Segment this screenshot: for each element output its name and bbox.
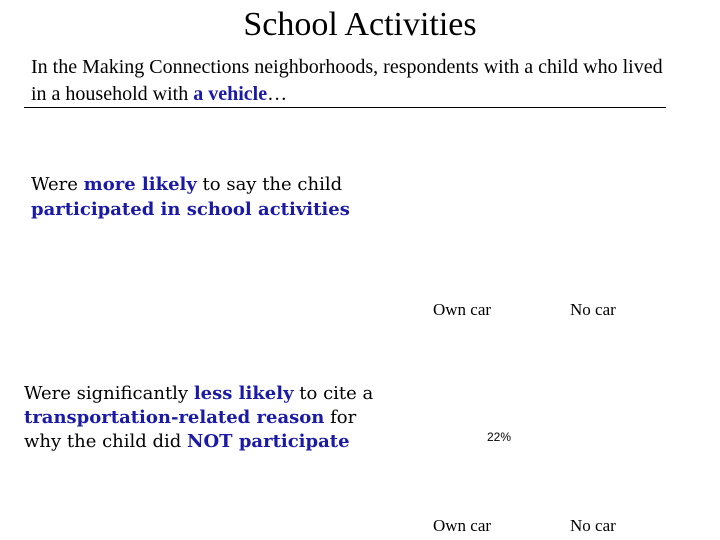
text: to cite a xyxy=(293,383,374,404)
intro-suffix: … xyxy=(267,83,288,105)
text: for why the child did xyxy=(24,407,357,452)
highlight: less likely xyxy=(193,383,294,404)
text: to say the child xyxy=(196,174,343,195)
chart2-category-own-car: Own car xyxy=(433,516,492,535)
chart2-data-label: 22% xyxy=(487,430,512,444)
text: Were xyxy=(31,174,84,195)
chart2-category-no-car: No car xyxy=(570,516,616,535)
intro-highlight: a vehicle xyxy=(193,83,268,105)
divider xyxy=(24,107,666,108)
chart1-category-own-car: Own car xyxy=(433,300,492,319)
highlight: participated in school activities xyxy=(31,199,350,220)
slide-title: School Activities xyxy=(243,6,477,43)
highlight: NOT participate xyxy=(187,431,350,452)
chart1-category-no-car: No car xyxy=(570,300,616,319)
intro-plain: In the Making Connections neighborhoods, respondents with a child who lived in a household with xyxy=(31,56,663,105)
intro-text xyxy=(31,54,671,108)
finding-transportation xyxy=(24,382,394,454)
text: Were significantly xyxy=(24,383,194,404)
highlight: transportation-related reason xyxy=(24,407,325,428)
finding-participation xyxy=(31,172,411,222)
highlight: more likely xyxy=(83,174,197,195)
